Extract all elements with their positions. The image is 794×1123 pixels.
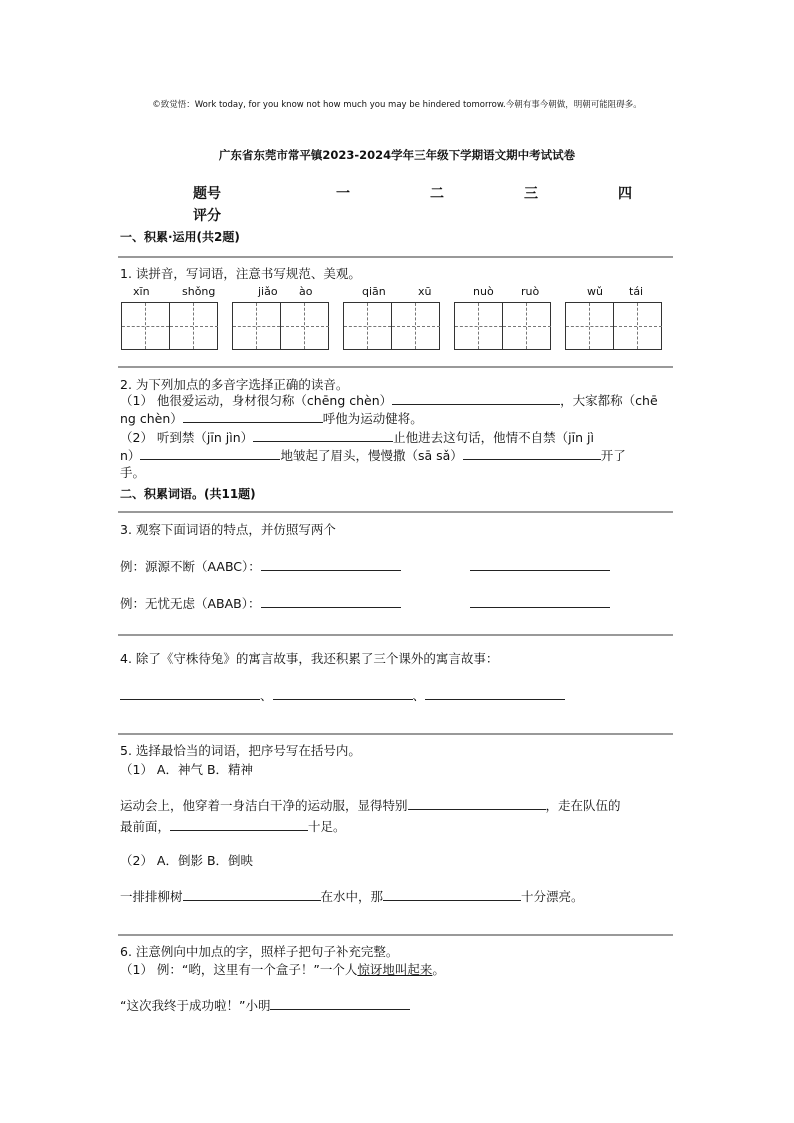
divider xyxy=(118,634,673,636)
q5-s2b: 在水中，那 xyxy=(320,889,384,904)
question-2-line-4 xyxy=(120,446,626,465)
answer-blank[interactable] xyxy=(140,446,280,460)
question-6-text: 6. 注意例向中加点的字，照样子把句子补充完整。 xyxy=(120,944,399,959)
question-1-text: 1. 读拼音，写词语，注意书写规范、美观。 xyxy=(120,266,361,281)
q5-s1b: ，走在队伍的 xyxy=(545,798,621,813)
separator: 、 xyxy=(260,688,273,703)
pinyin-4a: nuò xyxy=(473,285,494,298)
question-2-line-1 xyxy=(120,391,658,410)
q2-line4a: n） xyxy=(120,448,141,463)
writing-grid[interactable] xyxy=(343,302,440,350)
pinyin-3a: qiān xyxy=(362,285,386,298)
q5-sentence-1-cont xyxy=(120,817,346,835)
divider xyxy=(118,256,673,258)
pinyin-1b: shǒng xyxy=(182,285,216,298)
motto-header: ©致觉悟：Work today, for you know not how much you may be hindered tomorrow.今朝有事今朝做，明朝可能阻碍多。 xyxy=(152,100,642,110)
q6-ex-suffix: 。 xyxy=(432,962,445,977)
q6-s1: “这次我终于成功啦！”小明 xyxy=(120,998,271,1013)
q6-sentence-1 xyxy=(120,996,410,1014)
q5-options-1: （1） A．神气 B．精神 xyxy=(120,762,254,777)
q6-example xyxy=(120,960,445,978)
answer-blank[interactable] xyxy=(261,594,401,608)
answer-blank[interactable] xyxy=(183,887,321,901)
q5-s1c: 最前面， xyxy=(120,819,171,834)
answer-blank[interactable] xyxy=(273,686,413,700)
divider xyxy=(118,366,673,368)
q2-line5: 手。 xyxy=(120,465,146,480)
question-2-line-3 xyxy=(120,428,594,447)
answer-blank[interactable] xyxy=(470,557,610,571)
q2-line3b: 止他进去这句话，他情不自禁（jīn jì xyxy=(393,430,594,445)
q4-answers xyxy=(120,686,565,704)
q2-line1b: ，大家都称（chē xyxy=(560,393,658,408)
answer-blank[interactable] xyxy=(408,796,546,810)
q3-ex1-label: 例：源源不断（AABC）： xyxy=(120,559,261,574)
q5-s2c: 十分漂亮。 xyxy=(521,889,584,904)
q5-sentence-1 xyxy=(120,796,621,814)
pinyin-2a: jiǎo xyxy=(258,285,278,298)
q3-ex2-label: 例：无忧无虑（ABAB）： xyxy=(120,596,261,611)
q6-ex-prefix: （1） 例：“哟，这里有一个盒子！”一个人 xyxy=(120,962,358,977)
answer-blank[interactable] xyxy=(392,391,560,405)
pinyin-1a: xīn xyxy=(133,285,150,298)
q3-ex1-second xyxy=(470,557,610,574)
q5-s2a: 一排排柳树 xyxy=(120,889,183,904)
pinyin-2b: ào xyxy=(299,285,313,298)
score-table-col-2: 二 xyxy=(430,186,444,202)
writing-grid[interactable] xyxy=(565,302,662,350)
divider xyxy=(118,511,673,513)
question-4-text: 4. 除了《守株待兔》的寓言故事，我还积累了三个课外的寓言故事： xyxy=(120,651,499,666)
q5-s1a: 运动会上，他穿着一身洁白干净的运动服，显得特别 xyxy=(120,798,408,813)
pinyin-5a: wǔ xyxy=(587,285,603,298)
q2-line4b: 地皱起了眉头，慢慢撒（sā sǎ） xyxy=(280,448,463,463)
answer-blank[interactable] xyxy=(120,686,260,700)
answer-blank[interactable] xyxy=(253,428,393,442)
pinyin-4b: ruò xyxy=(521,285,540,298)
score-table-row2-label: 评分 xyxy=(193,208,221,224)
q6-ex-underlined: 惊讶地叫起来 xyxy=(357,962,433,977)
question-5-text: 5. 选择最恰当的词语，把序号写在括号内。 xyxy=(120,743,361,758)
section-heading-1: 一、积累·运用(共2题) xyxy=(120,230,240,244)
pinyin-3b: xū xyxy=(418,285,432,298)
answer-blank[interactable] xyxy=(270,996,410,1010)
q2-line1a: （1） 他很爱运动，身材很匀称（chēng chèn） xyxy=(120,393,393,408)
question-3-text: 3. 观察下面词语的特点，并仿照写两个 xyxy=(120,522,336,537)
q3-example-2 xyxy=(120,594,401,612)
q3-example-1 xyxy=(120,557,401,575)
question-2-line-2 xyxy=(120,409,423,428)
score-table-col-3: 三 xyxy=(524,186,538,202)
answer-blank[interactable] xyxy=(183,409,323,423)
divider xyxy=(118,733,673,735)
q5-options-2: （2） A．倒影 B．倒映 xyxy=(120,853,254,868)
q2-line2b: 呼他为运动健将。 xyxy=(322,411,423,426)
answer-blank[interactable] xyxy=(383,887,521,901)
q3-ex2-second xyxy=(470,594,610,611)
question-2-text: 2. 为下列加点的多音字选择正确的读音。 xyxy=(120,377,349,392)
q5-s1d: 十足。 xyxy=(308,819,346,834)
q2-line2a: ng chèn） xyxy=(120,411,183,426)
pinyin-5b: tái xyxy=(629,285,644,298)
answer-blank[interactable] xyxy=(261,557,401,571)
writing-grid[interactable] xyxy=(121,302,218,350)
q5-sentence-2 xyxy=(120,887,584,905)
answer-blank[interactable] xyxy=(170,817,308,831)
answer-blank[interactable] xyxy=(463,446,601,460)
answer-blank[interactable] xyxy=(425,686,565,700)
score-table-row1-label: 题号 xyxy=(193,186,221,202)
score-table-col-1: 一 xyxy=(336,186,350,202)
section-heading-2: 二、积累词语。(共11题) xyxy=(120,487,256,501)
writing-grid[interactable] xyxy=(454,302,551,350)
separator: 、 xyxy=(412,688,426,703)
page-title: 广东省东莞市常平镇2023-2024学年三年级下学期语文期中考试试卷 xyxy=(218,148,576,162)
writing-grid[interactable] xyxy=(232,302,329,350)
q2-line3a: （2） 听到禁（jīn jìn） xyxy=(120,430,254,445)
score-table-col-4: 四 xyxy=(618,186,632,202)
divider xyxy=(118,934,673,936)
answer-blank[interactable] xyxy=(470,594,610,608)
q2-line4c: 开了 xyxy=(600,448,626,463)
